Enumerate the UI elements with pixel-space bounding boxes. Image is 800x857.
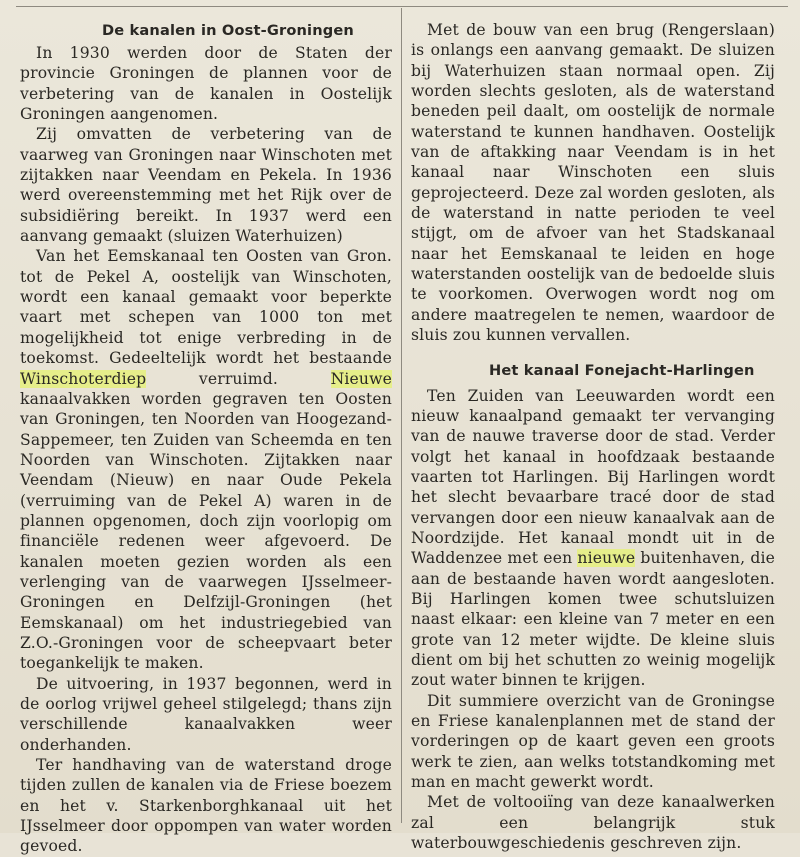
highlight-nieuwe-right: nieuwe: [577, 549, 636, 568]
top-rule: [16, 6, 788, 7]
left-paragraph-3-text-a: Van het Eemskanaal ten Oosten van Gron. tot de Pekel A, oostelijk van Winschoten, wordt een kanaal gemaakt voor beperkte vaart met schepen van 1000 ton met mogelijkheid tot enige verbreding in de toekomst. Gedeeltelijk wordt het bestaande: [20, 247, 392, 368]
right-paragraph-2-text-a: Ten Zuiden van Leeuwarden wordt een nieuw kanaalpand gemaakt ter vervanging van de nauwe traverse door de stad. Verder volgt het kanaal in hoofdzaak bestaande vaarten tot Harlingen. Bij Harlingen wordt het slecht bevaarbare tracé door de stad vervangen door een nieuw kanaalvak aan de Noordzijde. Het kanaal mondt uit in de Waddenzee met een: [411, 386, 775, 568]
left-paragraph-1: In 1930 werden door de Staten der provincie Groningen de plannen voor de verbetering van de kanalen in Oostelijk Groningen aangenomen.: [20, 44, 392, 124]
column-rule: [401, 8, 402, 823]
left-paragraph-3-text-b: verruimd.: [146, 369, 331, 388]
right-paragraph-2: [411, 386, 775, 691]
right-column: [411, 20, 775, 853]
left-paragraph-4: De uitvoering, in 1937 begonnen, werd in de oorlog vrijwel geheel stilgelegd; thans zijn verschillende kanaalvakken weer onderhanden.: [20, 674, 392, 754]
left-column: [20, 20, 392, 857]
left-paragraph-3: [20, 246, 392, 673]
right-paragraph-2-text-b: buitenhaven, die aan de bestaande haven wordt aangesloten. Bij Harlingen komen twee schutsluizen naast elkaar: een kleine van 7 meter en een grote van 12 meter wijdte. De kleine sluis dient om bij het schutten zo weinig mogelijk zout water binnen te krijgen.: [411, 549, 775, 690]
right-paragraph-1: Met de bouw van een brug (Rengerslaan) is onlangs een aanvang gemaakt. De sluizen bij Waterhuizen staan normaal open. Zij worden slechts gesloten, als de waterstand beneden peil daalt, om oostelijk de normale waterstand te kunnen handhaven. Oostelijk van de aftakking naar Veendam is in het kanaal naar Winschoten een sluis geprojecteerd. Deze zal worden gesloten, als de waterstand in natte perioden te veel stijgt, om de afvoer van het Stadskanaal naar het Eemskanaal te leiden en hoge waterstanden oostelijk van de bedoelde sluis te voorkomen. Overwogen wordt nog om andere maatregelen te nemen, waardoor de sluis zou kunnen vervallen.: [411, 21, 775, 345]
highlight-winschoterdiep: Winschoterdiep: [20, 369, 147, 388]
left-paragraph-2: Zij omvatten de verbetering van de vaarweg van Groningen naar Winschoten met zijtakken naar Veendam en Pekela. In 1936 werd overeenstemming met het Rijk over de subsidiëring bereikt. In 1937 werd een aanvang gemaakt (sluizen Waterhuizen): [20, 125, 392, 246]
right-paragraph-3: Dit summiere overzicht van de Groningse en Friese kanalenplannen met de stand der vorderingen op de kaart geven een groots werk te zien, aan welks totstandkoming met man en macht gewerkt wordt.: [411, 691, 775, 792]
left-paragraph-5: Ter handhaving van de waterstand droge tijden zullen de kanalen via de Friese boezem en het v. Starkenborghkanaal uit het IJsselmeer door oppompen van water worden gevoed.: [20, 756, 392, 856]
left-heading: De kanalen in Oost-Groningen: [102, 22, 354, 39]
highlight-nieuwe-left: Nieuwe: [330, 369, 392, 388]
right-paragraph-4: Met de voltooiïng van deze kanaalwerken zal een belangrijk stuk waterbouwgeschiedenis geschreven zijn.: [411, 793, 775, 853]
right-heading: Het kanaal Fonejacht-Harlingen: [489, 361, 755, 379]
left-paragraph-3-text-c: kanaalvakken worden gegraven ten Oosten van Groningen, ten Noorden van Hoogezand-Sappemeer, ten Zuiden van Scheemda en ten Noorden van Winschoten. Zijtakken naar Veendam (Nieuw) en naar Oude Pekela (verruiming van de Pekel A) waren in de plannen opgenomen, doch zijn voorlopig om financiële redenen weer afgevoerd. De kanalen moeten gezien worden als een verlenging van de vaarwegen IJsselmeer-Groningen en Delfzijl-Groningen (het Eemskanaal) om het industriegebied van Z.O.-Groningen voor de scheepvaart beter toegankelijk te maken.: [20, 389, 392, 673]
